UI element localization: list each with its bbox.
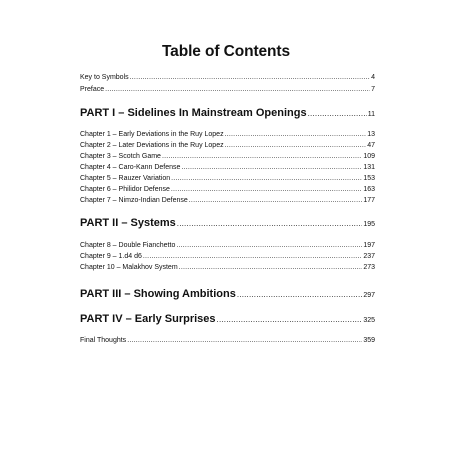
toc-entry-preface	[80, 85, 375, 94]
toc-entry-label: Key to Symbols	[80, 74, 129, 81]
toc-entry-chapter-7	[80, 196, 375, 205]
toc-entry-page: 237	[363, 253, 375, 260]
toc-part-label: PART III – Showing Ambitions	[80, 288, 236, 300]
toc-entry-chapter-5	[80, 174, 375, 183]
dot-leader	[181, 163, 362, 172]
toc-part-label: PART II – Systems	[80, 217, 176, 229]
dot-leader	[127, 336, 362, 345]
toc-entry-label: Chapter 4 – Caro-Kann Defense	[80, 164, 181, 171]
page-title: Table of Contents	[161, 43, 291, 60]
toc-entry-chapter-6	[80, 185, 375, 194]
toc-part-4	[80, 313, 375, 326]
toc-entry-label: Chapter 7 – Nimzo-Indian Defense	[80, 197, 188, 204]
dot-leader	[171, 185, 362, 194]
dot-leader	[225, 130, 367, 139]
toc-entry-page: 177	[363, 197, 375, 204]
toc-entry-page: 153	[363, 175, 375, 182]
toc-entry-label: Preface	[80, 86, 105, 93]
toc-entry-chapter-3	[80, 152, 375, 161]
toc-entry-page: 13	[367, 131, 375, 138]
toc-entry-page: 47	[367, 142, 375, 149]
toc-entry-key-to-symbols	[80, 73, 375, 82]
toc-entry-label: Chapter 6 – Philidor Defense	[80, 186, 170, 193]
toc-entry-page: 273	[363, 264, 375, 271]
toc-entry-chapter-10	[80, 263, 375, 272]
dot-leader	[162, 152, 362, 161]
dot-leader	[105, 85, 370, 94]
toc-entry-final-thoughts	[80, 336, 375, 345]
toc-part-label: PART I – Sidelines In Mainstream Openings	[80, 107, 307, 119]
toc-entry-page: 7	[371, 86, 375, 93]
toc-entry-chapter-1	[80, 130, 375, 139]
dot-leader	[171, 174, 362, 183]
toc-entry-label: Final Thoughts	[80, 337, 127, 344]
toc-entry-chapter-4	[80, 163, 375, 172]
dot-leader	[237, 288, 362, 301]
toc-part-page: 11	[367, 111, 375, 118]
toc-part-page: 195	[363, 221, 375, 228]
toc-part-page: 297	[363, 292, 375, 299]
toc-entry-label: Chapter 8 – Double Fianchetto	[80, 242, 176, 249]
dot-leader	[179, 263, 363, 272]
toc-entry-page: 109	[363, 153, 375, 160]
toc-entry-chapter-8	[80, 241, 375, 250]
toc-part-label: PART IV – Early Surprises	[80, 313, 216, 325]
dot-leader	[130, 73, 370, 82]
toc-part-page: 325	[363, 317, 375, 324]
dot-leader	[143, 252, 362, 261]
toc-entry-label: Chapter 10 – Malakhov System	[80, 264, 178, 271]
toc-entry-chapter-2	[80, 141, 375, 150]
toc-entry-page: 4	[371, 74, 375, 81]
toc-entry-label: Chapter 1 – Early Deviations in the Ruy Lopez	[80, 131, 224, 138]
dot-leader	[225, 141, 367, 150]
toc-entry-page: 163	[363, 186, 375, 193]
dot-leader	[177, 217, 363, 230]
toc-part-3	[80, 288, 375, 301]
dot-leader	[189, 196, 363, 205]
toc-part-1	[80, 107, 375, 120]
toc-entry-page: 359	[363, 337, 375, 344]
toc-entry-chapter-9	[80, 252, 375, 261]
toc-entry-label: Chapter 9 – 1.d4 d6	[80, 253, 142, 260]
dot-leader	[217, 313, 363, 326]
toc-part-2	[80, 217, 375, 230]
dot-leader	[308, 107, 367, 120]
toc-entry-label: Chapter 2 – Later Deviations in the Ruy Lopez	[80, 142, 224, 149]
toc-entry-page: 131	[363, 164, 375, 171]
toc-entry-page: 197	[363, 242, 375, 249]
dot-leader	[176, 241, 362, 250]
toc-entry-label: Chapter 5 – Rauzer Variation	[80, 175, 171, 182]
toc-entry-label: Chapter 3 – Scotch Game	[80, 153, 161, 160]
